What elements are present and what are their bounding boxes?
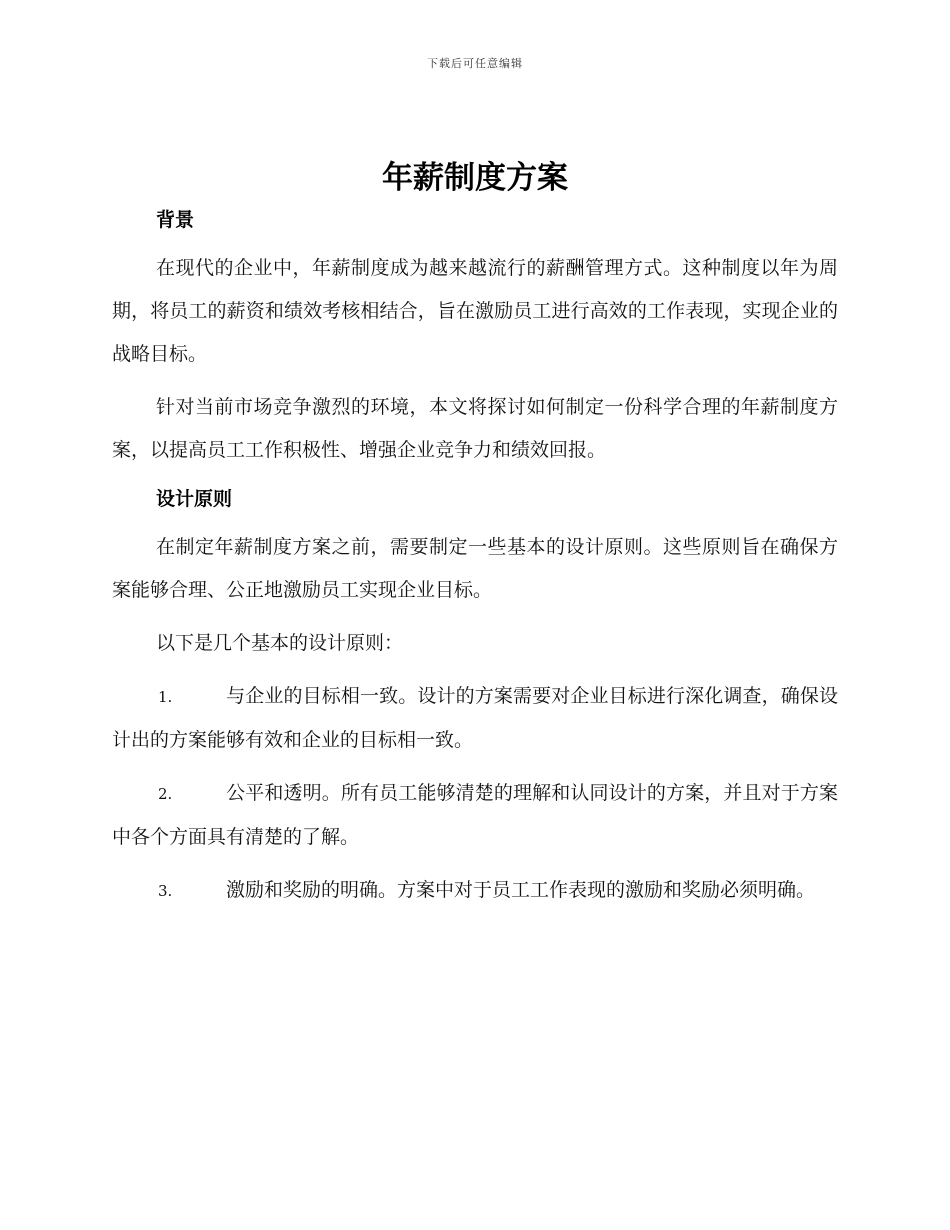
paragraph: 在现代的企业中，年薪制度成为越来越流行的薪酬管理方式。这种制度以年为周期，将员工的薪资和绩效考核相结合，旨在激励员工进行高效的工作表现，实现企业的战略目标。 xyxy=(112,257,838,365)
list-item-number: 2. xyxy=(158,785,173,803)
paragraph: 以下是几个基本的设计原则： xyxy=(156,632,404,654)
list-item-number: 3. xyxy=(158,882,173,900)
list-item xyxy=(112,772,838,859)
paragraph: 针对当前市场竞争激烈的环境，本文将探讨如何制定一份科学合理的年薪制度方案，以提高员工工作积极性、增强企业竞争力和绩效回报。 xyxy=(112,396,838,461)
page-header: 下载后可任意编辑 xyxy=(427,57,523,70)
section-heading-design-principles: 设计原则 xyxy=(156,488,233,510)
list-item xyxy=(112,675,838,762)
list-item xyxy=(112,869,838,913)
document-title: 年薪制度方案 xyxy=(382,160,568,196)
section-heading-background: 背景 xyxy=(156,209,195,231)
document-body xyxy=(112,205,838,913)
paragraph: 在制定年薪制度方案之前，需要制定一些基本的设计原则。这些原则旨在确保方案能够合理、公正地激励员工实现企业目标。 xyxy=(112,536,838,601)
list-item-number: 1. xyxy=(158,688,173,706)
list-item-text: 公平和透明。所有员工能够清楚的理解和认同设计的方案，并且对于方案中各个方面具有清楚的了解。 xyxy=(112,782,838,848)
list-item-text: 与企业的目标相一致。设计的方案需要对企业目标进行深化调查，确保设计出的方案能够有效和企业的目标相一致。 xyxy=(112,685,838,751)
list-item-text: 激励和奖励的明确。方案中对于员工工作表现的激励和奖励必须明确。 xyxy=(226,879,816,901)
